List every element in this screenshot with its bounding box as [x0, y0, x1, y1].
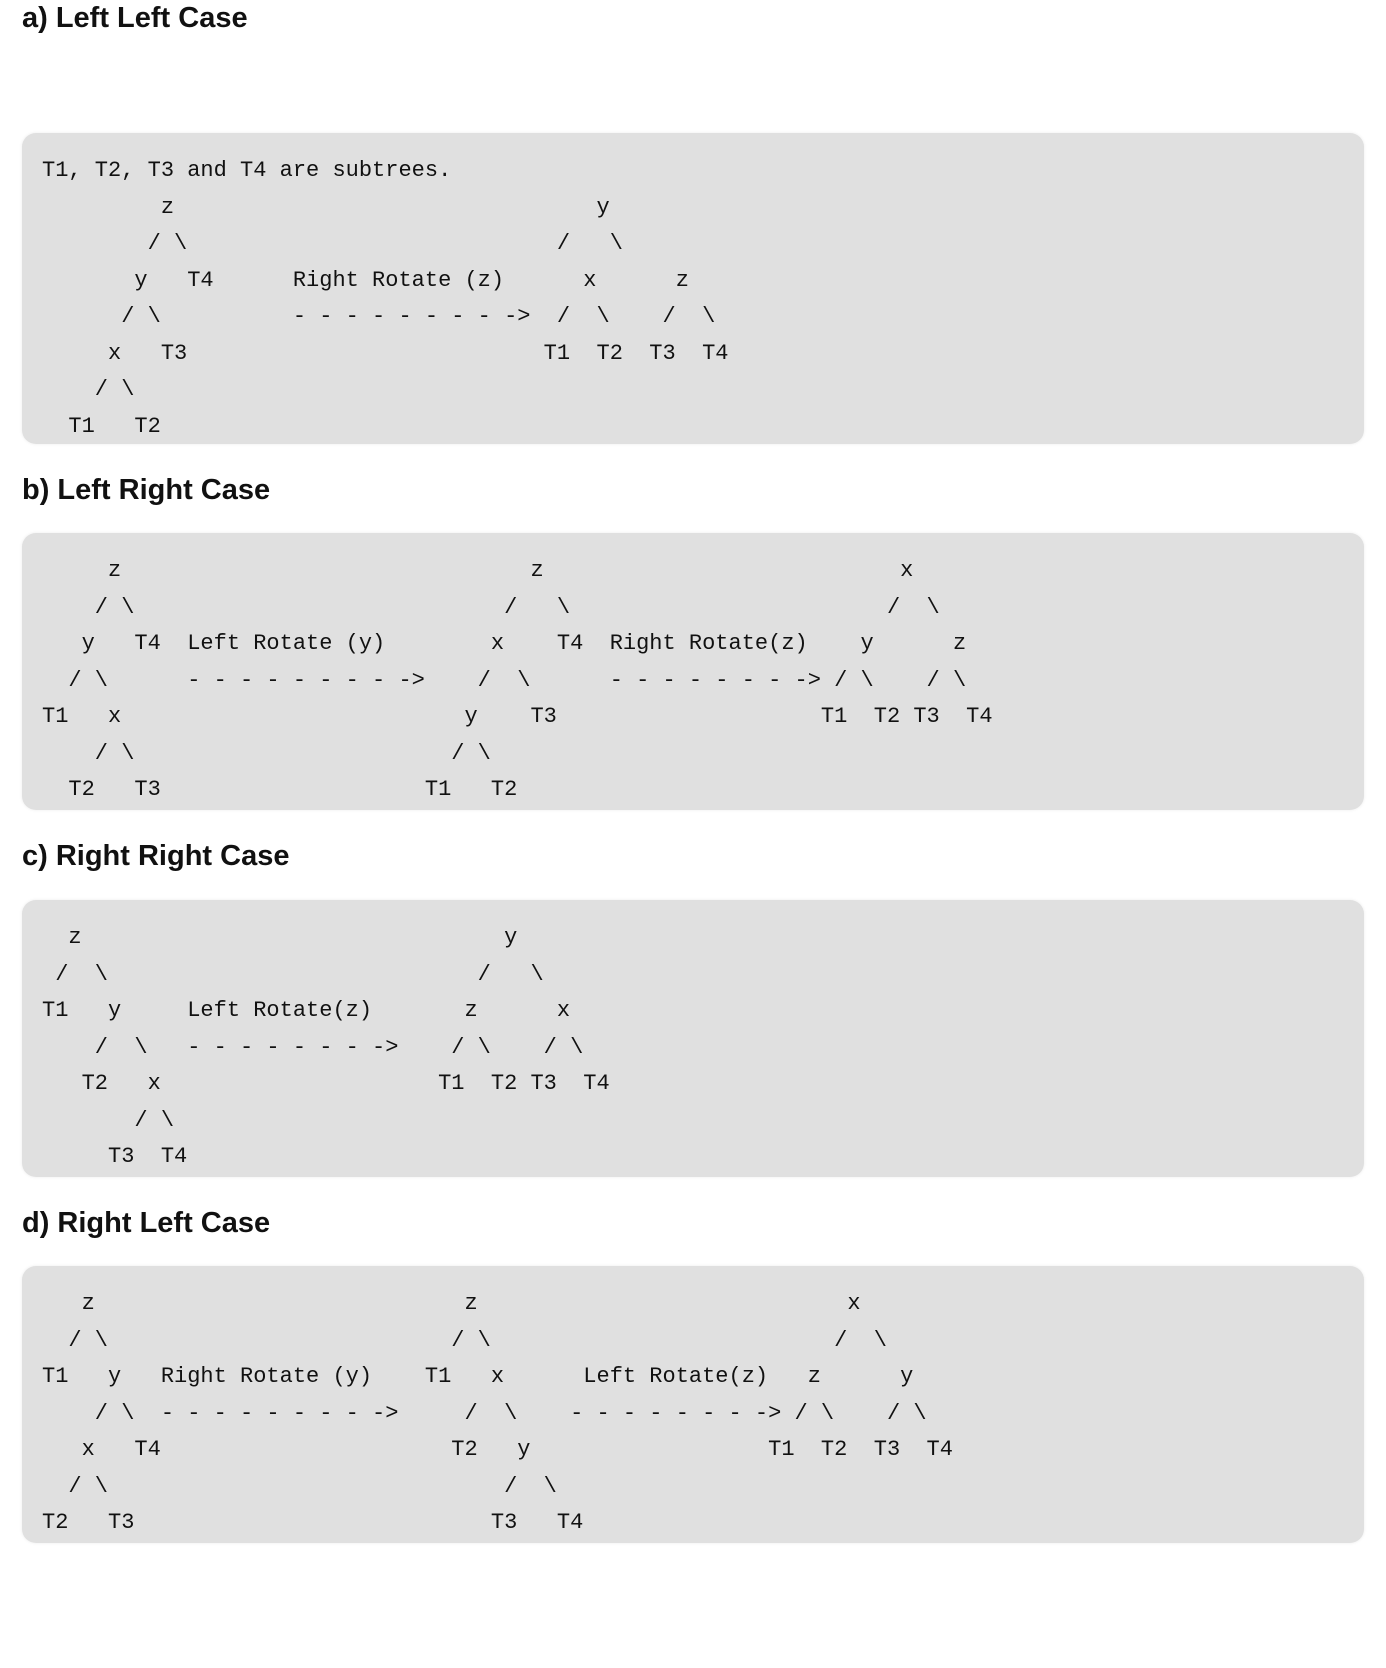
- section-heading-right-left: d) Right Left Case: [22, 1207, 271, 1239]
- code-text-right-right: z y / \ / \ T1 y Left Rotate(z) z x / \ - - - - - - - -> / \ / \ T2 x T1 T2 T3 T4 / \ T3 T4: [42, 925, 610, 1169]
- section-heading-left-left: a) Left Left Case: [22, 2, 248, 34]
- code-text-left-left: T1, T2, T3 and T4 are subtrees. z y / \ / \ y T4 Right Rotate (z) x z / \ - - - - - - - - -> / \ / \ x T3 T1 T2 T3 T4 / \ T1 T2: [42, 158, 729, 439]
- code-block-left-right: [22, 533, 1364, 810]
- code-block-right-left: [22, 1266, 1364, 1543]
- code-block-left-left: [22, 133, 1364, 444]
- section-heading-left-right: b) Left Right Case: [22, 474, 271, 506]
- code-text-left-right: z z x / \ / \ / \ y T4 Left Rotate (y) x T4 Right Rotate(z) y z / \ - - - - - - - - -> / \ - - - - - - - -> / \ / \ T1 x y T3 T1 T2 T3 T4 / \ / \ T2 T3 T1 T2: [42, 558, 993, 802]
- section-heading-right-right: c) Right Right Case: [22, 840, 290, 872]
- code-text-right-left: z z x / \ / \ / \ T1 y Right Rotate (y) T1 x Left Rotate(z) z y / \ - - - - - - - - -> / \ - - - - - - - -> / \ / \ x T4 T2 y T1 T2 T3 T4 / \ / \ T2 T3 T3 T4: [42, 1291, 953, 1535]
- code-block-right-right: [22, 900, 1364, 1177]
